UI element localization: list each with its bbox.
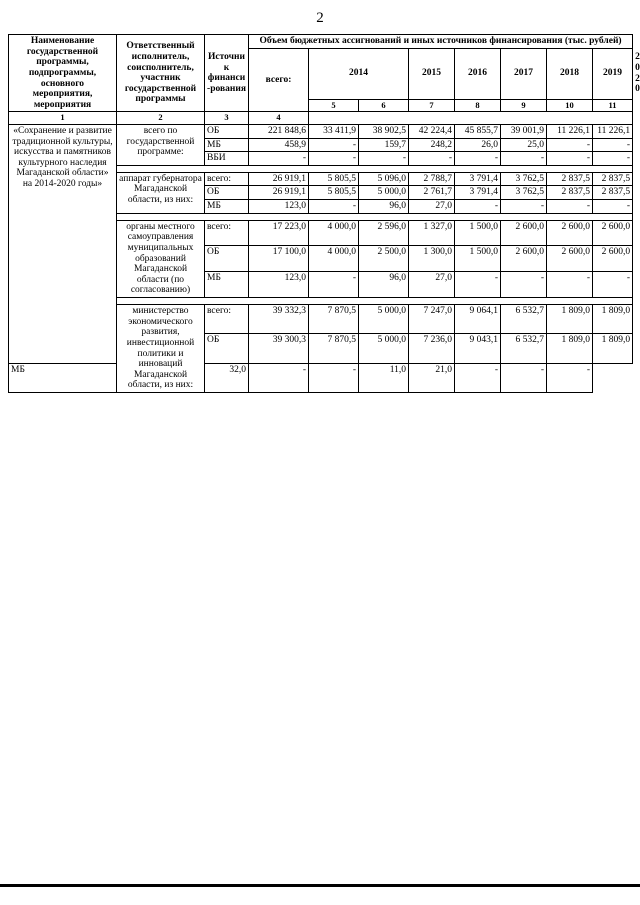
value-cell: 1 500,0: [455, 246, 501, 272]
source-cell: ВБИ: [205, 152, 249, 166]
value-cell: 2 596,0: [359, 220, 409, 246]
bottom-rule: [0, 884, 640, 887]
value-cell: 1 809,0: [547, 305, 593, 334]
value-cell: 2 600,0: [547, 246, 593, 272]
column-number: 8: [455, 99, 501, 112]
value-cell: 7 247,0: [409, 305, 455, 334]
value-cell: 3 791,4: [455, 172, 501, 186]
value-cell: 5 000,0: [359, 334, 409, 363]
value-cell: 159,7: [359, 138, 409, 152]
value-cell: 2 837,5: [593, 186, 633, 200]
source-cell: всего:: [205, 220, 249, 246]
column-number: 7: [409, 99, 455, 112]
program-name-cell: «Сохранение и развитие традиционной культуры, искусства и памятников культурного наследия Магаданской области» на 2014-2020 годы»: [9, 124, 117, 363]
value-cell: -: [501, 272, 547, 298]
value-cell: -: [593, 200, 633, 214]
value-cell: 7 870,5: [309, 334, 359, 363]
value-cell: -: [547, 200, 593, 214]
source-cell: ОБ: [205, 334, 249, 363]
header-source: Источник финанси-рования: [205, 35, 249, 112]
value-cell: 248,2: [409, 138, 455, 152]
executor-cell: аппарат губернатора Магаданской области, из них:: [117, 172, 205, 213]
value-cell: -: [547, 272, 593, 298]
value-cell: 17 100,0: [249, 246, 309, 272]
value-cell: 3 762,5: [501, 186, 547, 200]
value-cell: 9 064,1: [455, 305, 501, 334]
header-year: 2016: [455, 48, 501, 99]
value-cell: 5 096,0: [359, 172, 409, 186]
value-cell: 27,0: [409, 200, 455, 214]
table-row: [9, 363, 633, 392]
value-cell: 26 919,1: [249, 186, 309, 200]
value-cell: 7 236,0: [409, 334, 455, 363]
value-cell: 2 837,5: [547, 172, 593, 186]
separator-cell: [117, 165, 633, 172]
column-number: 6: [359, 99, 409, 112]
value-cell: 11,0: [359, 363, 409, 392]
value-cell: 458,9: [249, 138, 309, 152]
value-cell: 5 805,5: [309, 172, 359, 186]
value-cell: 2 837,5: [547, 186, 593, 200]
source-cell: всего:: [205, 305, 249, 334]
value-cell: -: [455, 152, 501, 166]
column-number: 4: [249, 112, 309, 125]
header-program: Наименование государственной программы, подпрограммы, основного мероприятия, мероприятия: [9, 35, 117, 112]
value-cell: -: [249, 152, 309, 166]
funding-table: [8, 34, 640, 393]
separator-cell: [117, 213, 633, 220]
header-year: 2019: [593, 48, 633, 99]
value-cell: 38 902,5: [359, 124, 409, 138]
value-cell: -: [501, 152, 547, 166]
value-cell: 11 226,1: [593, 124, 633, 138]
value-cell: 96,0: [359, 200, 409, 214]
value-cell: -: [547, 152, 593, 166]
value-cell: 39 001,9: [501, 124, 547, 138]
header-row-1: [9, 35, 633, 49]
source-cell: ОБ: [205, 186, 249, 200]
value-cell: 4 000,0: [309, 246, 359, 272]
value-cell: 1 809,0: [593, 305, 633, 334]
value-cell: 2 600,0: [593, 246, 633, 272]
header-executor: Ответственный исполнитель, соисполнитель, участник государственной программы: [117, 35, 205, 112]
value-cell: -: [309, 152, 359, 166]
value-cell: 5 805,5: [309, 186, 359, 200]
value-cell: 2 600,0: [501, 220, 547, 246]
value-cell: 1 809,0: [547, 334, 593, 363]
value-cell: 2 837,5: [593, 172, 633, 186]
column-number: 1: [9, 112, 117, 125]
value-cell: 2 788,7: [409, 172, 455, 186]
column-number: 11: [593, 99, 633, 112]
header-year: 2017: [501, 48, 547, 99]
value-cell: 1 809,0: [593, 334, 633, 363]
column-number: 9: [501, 99, 547, 112]
value-cell: -: [309, 200, 359, 214]
value-cell: 21,0: [409, 363, 455, 392]
header-row-2: всего: 2014 2015 2016 2017 2018 2019 2020: [9, 48, 633, 99]
value-cell: -: [249, 363, 309, 392]
column-number: 3: [205, 112, 249, 125]
value-cell: 4 000,0: [309, 220, 359, 246]
value-cell: -: [501, 200, 547, 214]
value-cell: -: [359, 152, 409, 166]
value-cell: 27,0: [409, 272, 455, 298]
value-cell: 123,0: [249, 272, 309, 298]
value-cell: 6 532,7: [501, 334, 547, 363]
page-number: 2: [316, 10, 324, 26]
source-cell: МБ: [205, 272, 249, 298]
header-spacer: [309, 112, 633, 125]
value-cell: -: [455, 200, 501, 214]
value-cell: 2 600,0: [593, 220, 633, 246]
value-cell: 1 327,0: [409, 220, 455, 246]
value-cell: 25,0: [501, 138, 547, 152]
value-cell: 11 226,1: [547, 124, 593, 138]
source-cell: МБ: [205, 200, 249, 214]
value-cell: 221 848,6: [249, 124, 309, 138]
document-sheet: [8, 34, 640, 393]
value-cell: 1 500,0: [455, 220, 501, 246]
header-year: 2018: [547, 48, 593, 99]
value-cell: 39 300,3: [249, 334, 309, 363]
header-total: всего:: [249, 48, 309, 112]
value-cell: 7 870,5: [309, 305, 359, 334]
value-cell: -: [409, 152, 455, 166]
value-cell: 39 332,3: [249, 305, 309, 334]
value-cell: -: [593, 272, 633, 298]
value-cell: 3 791,4: [455, 186, 501, 200]
value-cell: 42 224,4: [409, 124, 455, 138]
value-cell: 6 532,7: [501, 305, 547, 334]
value-cell: -: [547, 363, 593, 392]
value-cell: -: [593, 138, 633, 152]
value-cell: 1 300,0: [409, 246, 455, 272]
value-cell: -: [309, 272, 359, 298]
value-cell: 5 000,0: [359, 305, 409, 334]
value-cell: 17 223,0: [249, 220, 309, 246]
value-cell: 2 761,7: [409, 186, 455, 200]
header-funding-volume: Объем бюджетных ассигнований и иных источников финансирования (тыс. рублей): [249, 35, 633, 49]
source-cell: МБ: [9, 363, 117, 392]
value-cell: -: [309, 363, 359, 392]
source-cell: МБ: [205, 138, 249, 152]
header-year: 2015: [409, 48, 455, 99]
value-cell: 2 600,0: [547, 220, 593, 246]
value-cell: 96,0: [359, 272, 409, 298]
value-cell: 45 855,7: [455, 124, 501, 138]
value-cell: 2 500,0: [359, 246, 409, 272]
executor-cell: всего по государственной программе:: [117, 124, 205, 165]
executor-cell: органы местного самоуправления муниципальных образований Магаданской области (по согласованию): [117, 220, 205, 297]
value-cell: -: [309, 138, 359, 152]
value-cell: -: [547, 138, 593, 152]
value-cell: 33 411,9: [309, 124, 359, 138]
source-cell: ОБ: [205, 246, 249, 272]
value-cell: -: [455, 272, 501, 298]
table-row: [9, 124, 633, 138]
value-cell: 2 600,0: [501, 246, 547, 272]
column-number-row: [9, 112, 633, 125]
header-year: 2014: [309, 48, 409, 99]
value-cell: 3 762,5: [501, 172, 547, 186]
value-cell: 26,0: [455, 138, 501, 152]
value-cell: -: [455, 363, 501, 392]
value-cell: 9 043,1: [455, 334, 501, 363]
value-cell: 123,0: [249, 200, 309, 214]
executor-cell: министерство экономического развития, инвестиционной политики и инноваций Магаданской области, из них:: [117, 305, 205, 393]
source-cell: всего:: [205, 172, 249, 186]
column-number: 10: [547, 99, 593, 112]
source-cell: ОБ: [205, 124, 249, 138]
column-number: 2: [117, 112, 205, 125]
value-cell: -: [501, 363, 547, 392]
separator-cell: [117, 298, 633, 305]
column-number: 5: [309, 99, 359, 112]
value-cell: 5 000,0: [359, 186, 409, 200]
value-cell: -: [593, 152, 633, 166]
value-cell: 32,0: [205, 363, 249, 392]
value-cell: 26 919,1: [249, 172, 309, 186]
